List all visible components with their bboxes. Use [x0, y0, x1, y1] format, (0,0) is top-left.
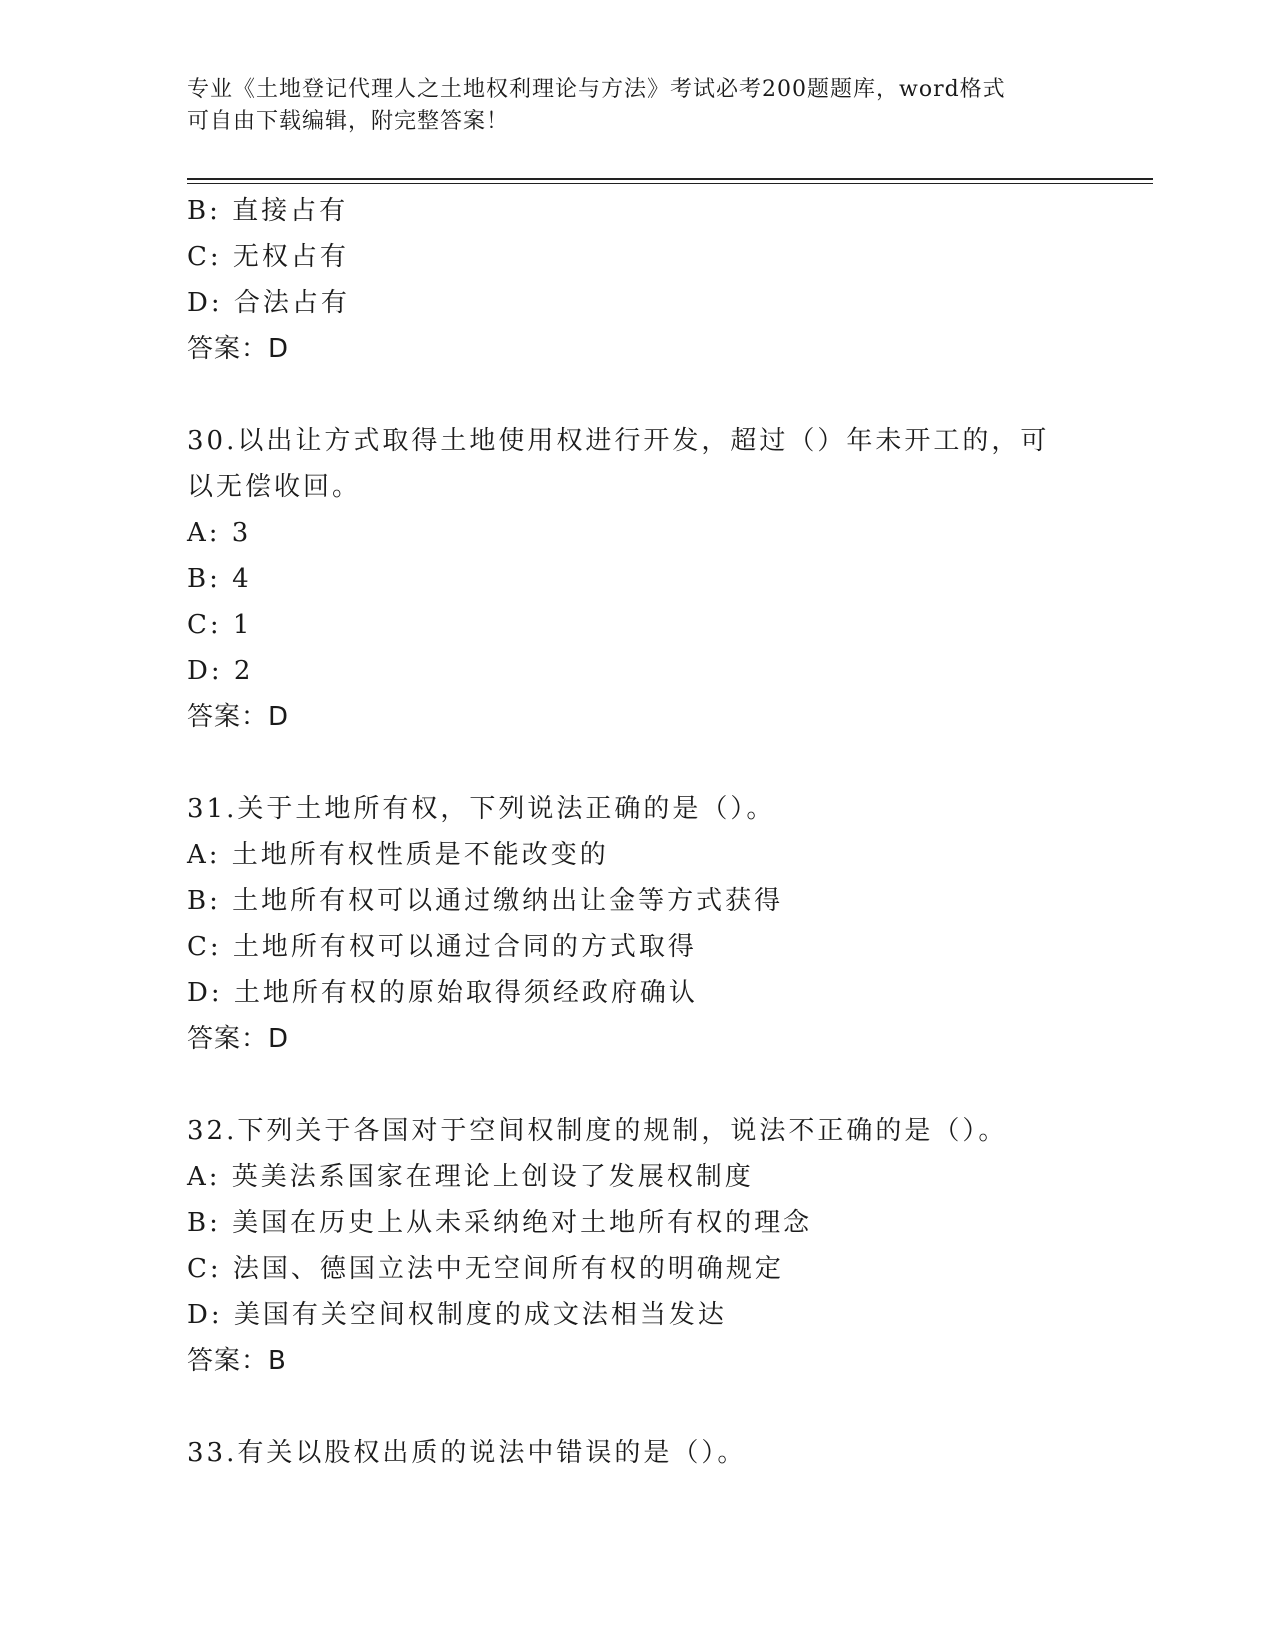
question-text: 33.有关以股权出质的说法中错误的是（）。: [187, 1438, 747, 1468]
option-b: B: 土地所有权可以通过缴纳出让金等方式获得: [187, 886, 784, 916]
answer: 答案：D: [187, 702, 290, 732]
question-text: 32.下列关于各国对于空间权制度的规制，说法不正确的是（）。: [187, 1116, 1008, 1146]
option-b: B: 4: [187, 564, 252, 594]
question-32: [187, 1108, 1087, 1384]
answer: 答案：D: [187, 1024, 290, 1054]
option-a: A: 英美法系国家在理论上创设了发展权制度: [187, 1162, 754, 1192]
header-rule-thin: [187, 183, 1153, 184]
header-line-2: 可自由下载编辑，附完整答案！: [187, 109, 510, 134]
question-text: 31.关于土地所有权，下列说法正确的是（）。: [187, 794, 776, 824]
header-rule-thick: [187, 178, 1153, 180]
question-31: [187, 786, 1087, 1062]
option-c: C: 土地所有权可以通过合同的方式取得: [187, 932, 697, 962]
document-body: [187, 188, 1087, 1476]
answer: 答案：B: [187, 1346, 287, 1376]
question-33: [187, 1430, 1087, 1476]
document-header: [187, 74, 1087, 138]
option-a: A: 土地所有权性质是不能改变的: [187, 840, 609, 870]
option-c: C: 1: [187, 610, 253, 640]
header-line-1: 专业《土地登记代理人之土地权利理论与方法》考试必考200题题库，word格式: [187, 77, 1006, 102]
question-text: 30.以出让方式取得土地使用权进行开发，超过（）年未开工的，可以无偿收回。: [187, 426, 1050, 502]
option-d: D: 土地所有权的原始取得须经政府确认: [187, 978, 698, 1008]
option-d: D: 合法占有: [187, 288, 350, 318]
question-30: [187, 418, 1087, 740]
option-d: D: 美国有关空间权制度的成文法相当发达: [187, 1300, 727, 1330]
option-c: C: 法国、德国立法中无空间所有权的明确规定: [187, 1254, 784, 1284]
option-c: C: 无权占有: [187, 242, 349, 272]
option-b: B: 美国在历史上从未采纳绝对土地所有权的理念: [187, 1208, 813, 1238]
option-d: D: 2: [187, 656, 254, 686]
option-b: B: 直接占有: [187, 196, 349, 226]
question-29-continued: [187, 188, 1087, 372]
option-a: A: 3: [187, 518, 252, 548]
answer: 答案：D: [187, 334, 290, 364]
